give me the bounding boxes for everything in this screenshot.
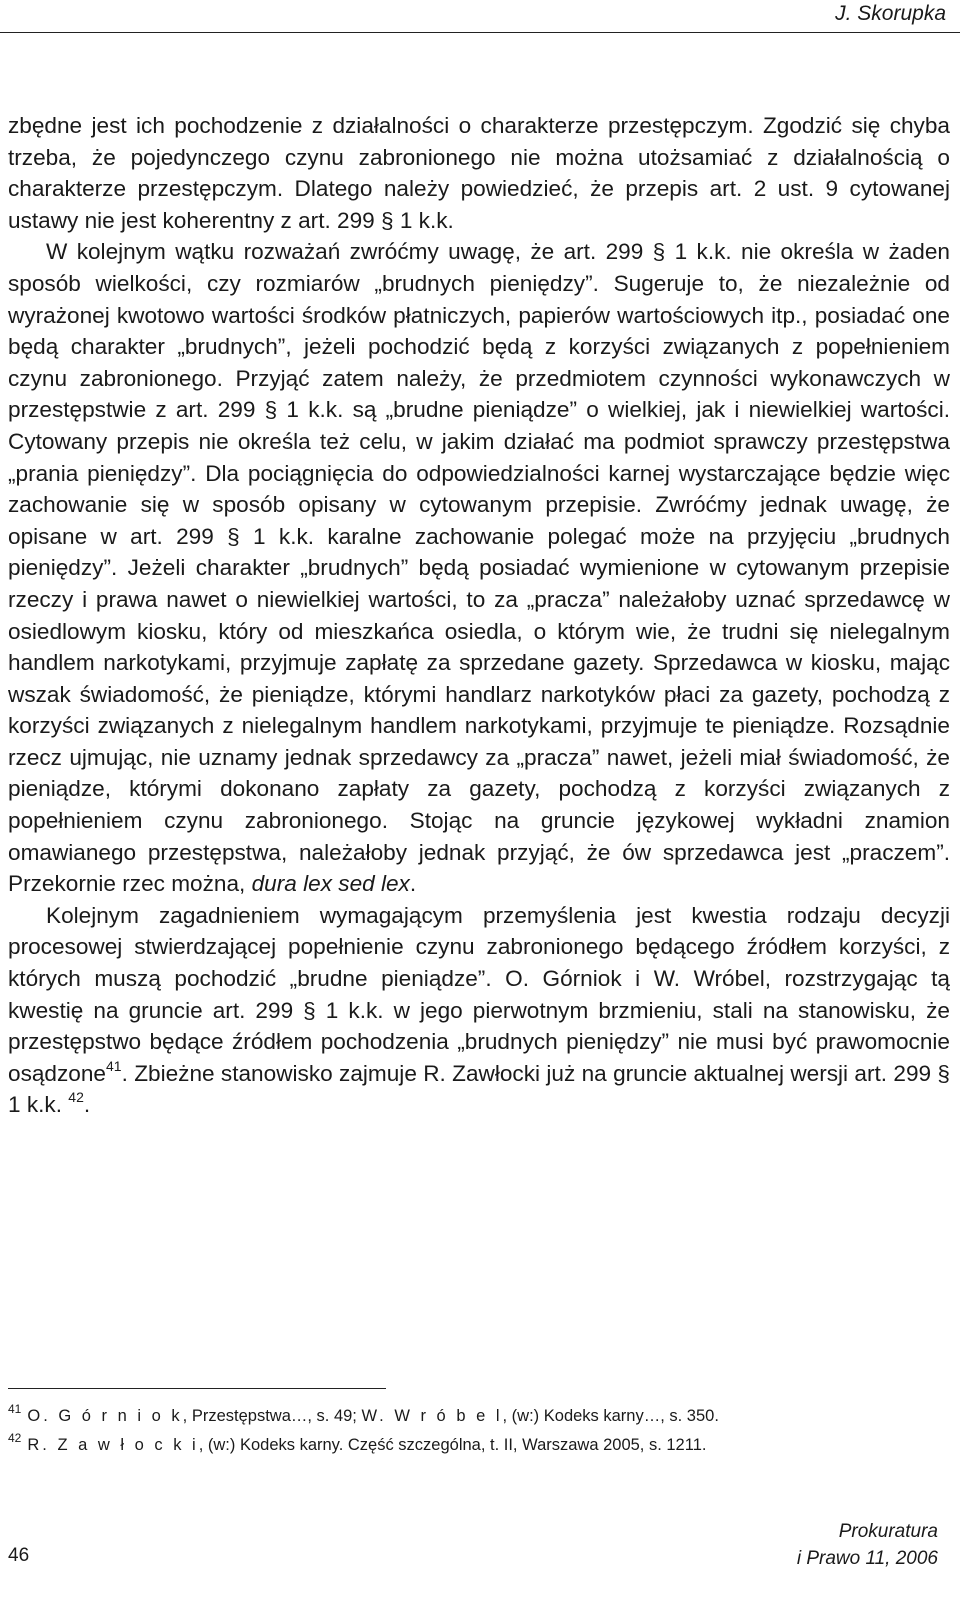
footnote-42 [8, 1431, 948, 1460]
latin-phrase: dura lex sed lex [251, 871, 410, 897]
footnotes [8, 1402, 948, 1460]
footnote-ref-42[interactable]: 42 [68, 1089, 84, 1106]
paragraph [8, 900, 950, 1121]
journal-issue: i Prawo 11, 2006 [796, 1548, 938, 1569]
journal-title: Prokuratura [838, 1521, 938, 1542]
footnote-41 [8, 1402, 948, 1431]
paragraph-text: Kolejnym zagadnieniem wymagającym przemyślenia jest kwestia rodzaju decyzji procesowej stwierdzającej popełnienie czynu zabronionego będącego źródłem korzyści, z których muszą pochodzić „brudne pieniądze”. O. Górniok i W. Wróbel, rozstrzygając tą kwestię na gruncie art. 299 § 1 k.k. w jego pierwotnym brzmieniu, stali na stanowisku, że przestępstwo będące źródłem pochodzenia „brudnych pieniędzy” nie musi być prawomocnie osądzone [8, 902, 950, 1086]
paragraph-text: W kolejnym wątku rozważań zwróćmy uwagę, że art. 299 § 1 k.k. nie określa w żaden sposób wielkości, czy rozmiarów „brudnych pieniędzy”. Sugeruje to, że niezależnie od wyrażonej kwotowo wartości środków płatniczych, papierów wartościowych itp., posiadać one będą charakter „brudnych”, jeżeli pochodzić będą z korzyści związanych z popełnieniem czynu zabronionego. Przyjąć zatem należy, że przedmiotem czynności wykonawczych w przestępstwie z art. 299 § 1 k.k. są „brudne pieniądze” o wielkiej, jak i niewielkiej wartości. Cytowany przepis nie określa też celu, w jakim działać ma podmiot sprawczy przestępstwa „prania pieniędzy”. Dla pociągnięcia do odpowiedzialności karnej wystarczające będzie więc zachowanie się w sposób opisany w cytowanym przepisie. Zwróćmy jednak uwagę, że opisane w art. 299 § 1 k.k. karalne zachowanie polegać może na przyjęciu „brudnych pieniędzy”. Jeżeli charakter „brudnych” będą posiadać wymienione w cytowanym przepisie rzeczy i prawa nawet o niewielkiej wartości, to za „pracza” należałoby uznać sprzedawcę w osiedlowym kiosku, który od mieszkańca osiedla, o którym wie, że trudni się nielegalnym handlem narkotykami, przyjmuje zapłatę za sprzedane gazety. Sprzedawca w kiosku, mając wszak świadomość, że pieniądze, którymi handlarz narkotyków płaci za gazety, pochodzą z korzyści związanych z nielegalnym handlem narkotykami, przyjmuje te pieniądze. Rozsądnie rzecz ujmując, nie uznamy jednak sprzedawcy za „pracza” nawet, jeżeli miał świadomość, że pieniądze, którymi dokonano zapłaty za gazety, pochodzą z korzyści związanych z popełnieniem czynu zabronionego. Stojąc na gruncie językowej wykładni znamion omawianego przestępstwa, należałoby jednak przyjąć, że ów sprzedawca jest „praczem”. Przekornie rzec można, [8, 239, 950, 897]
footnote-author: O. G ó r n i o k [27, 1407, 183, 1425]
footnote-text: , Przestępstwa…, s. 49; [182, 1407, 362, 1425]
journal-name [797, 1518, 938, 1572]
running-header-author: J. Skorupka [835, 2, 946, 25]
footnote-separator [8, 1388, 386, 1389]
paragraph [8, 236, 950, 899]
paragraph-text: . Zbieżne stanowisko zajmuje R. Zawłocki już na gruncie aktualnej wersji art. 299 § 1 k.k. [8, 1060, 950, 1118]
article-body [8, 110, 950, 1121]
header-rule [0, 32, 960, 33]
footnote-text: , (w:) Kodeks karny. Część szczególna, t. II, Warszawa 2005, s. 1211. [198, 1436, 707, 1454]
footnote-number: 42 [8, 1431, 22, 1445]
footnote-number: 41 [8, 1402, 22, 1416]
paragraph-text: . [83, 1092, 91, 1118]
footnote-author: R. Z a w ł o c k i [27, 1436, 199, 1454]
footnote-author: W. W r ó b e l [361, 1407, 503, 1425]
paragraph: zbędne jest ich pochodzenie z działalności o charakterze przestępczym. Zgodzić się chyba trzeba, że pojedynczego czynu zabronionego nie można utożsamiać z działalnością o charakterze przestępczym. Dlatego należy powiedzieć, że przepis art. 2 ust. 9 cytowanej ustawy nie jest koherentny z art. 299 § 1 k.k. [8, 113, 950, 233]
page-number: 46 [8, 1545, 30, 1566]
footnote-text: , (w:) Kodeks karny…, s. 350. [502, 1407, 719, 1425]
paragraph-text: . [409, 871, 417, 897]
footnote-ref-41[interactable]: 41 [106, 1057, 122, 1074]
